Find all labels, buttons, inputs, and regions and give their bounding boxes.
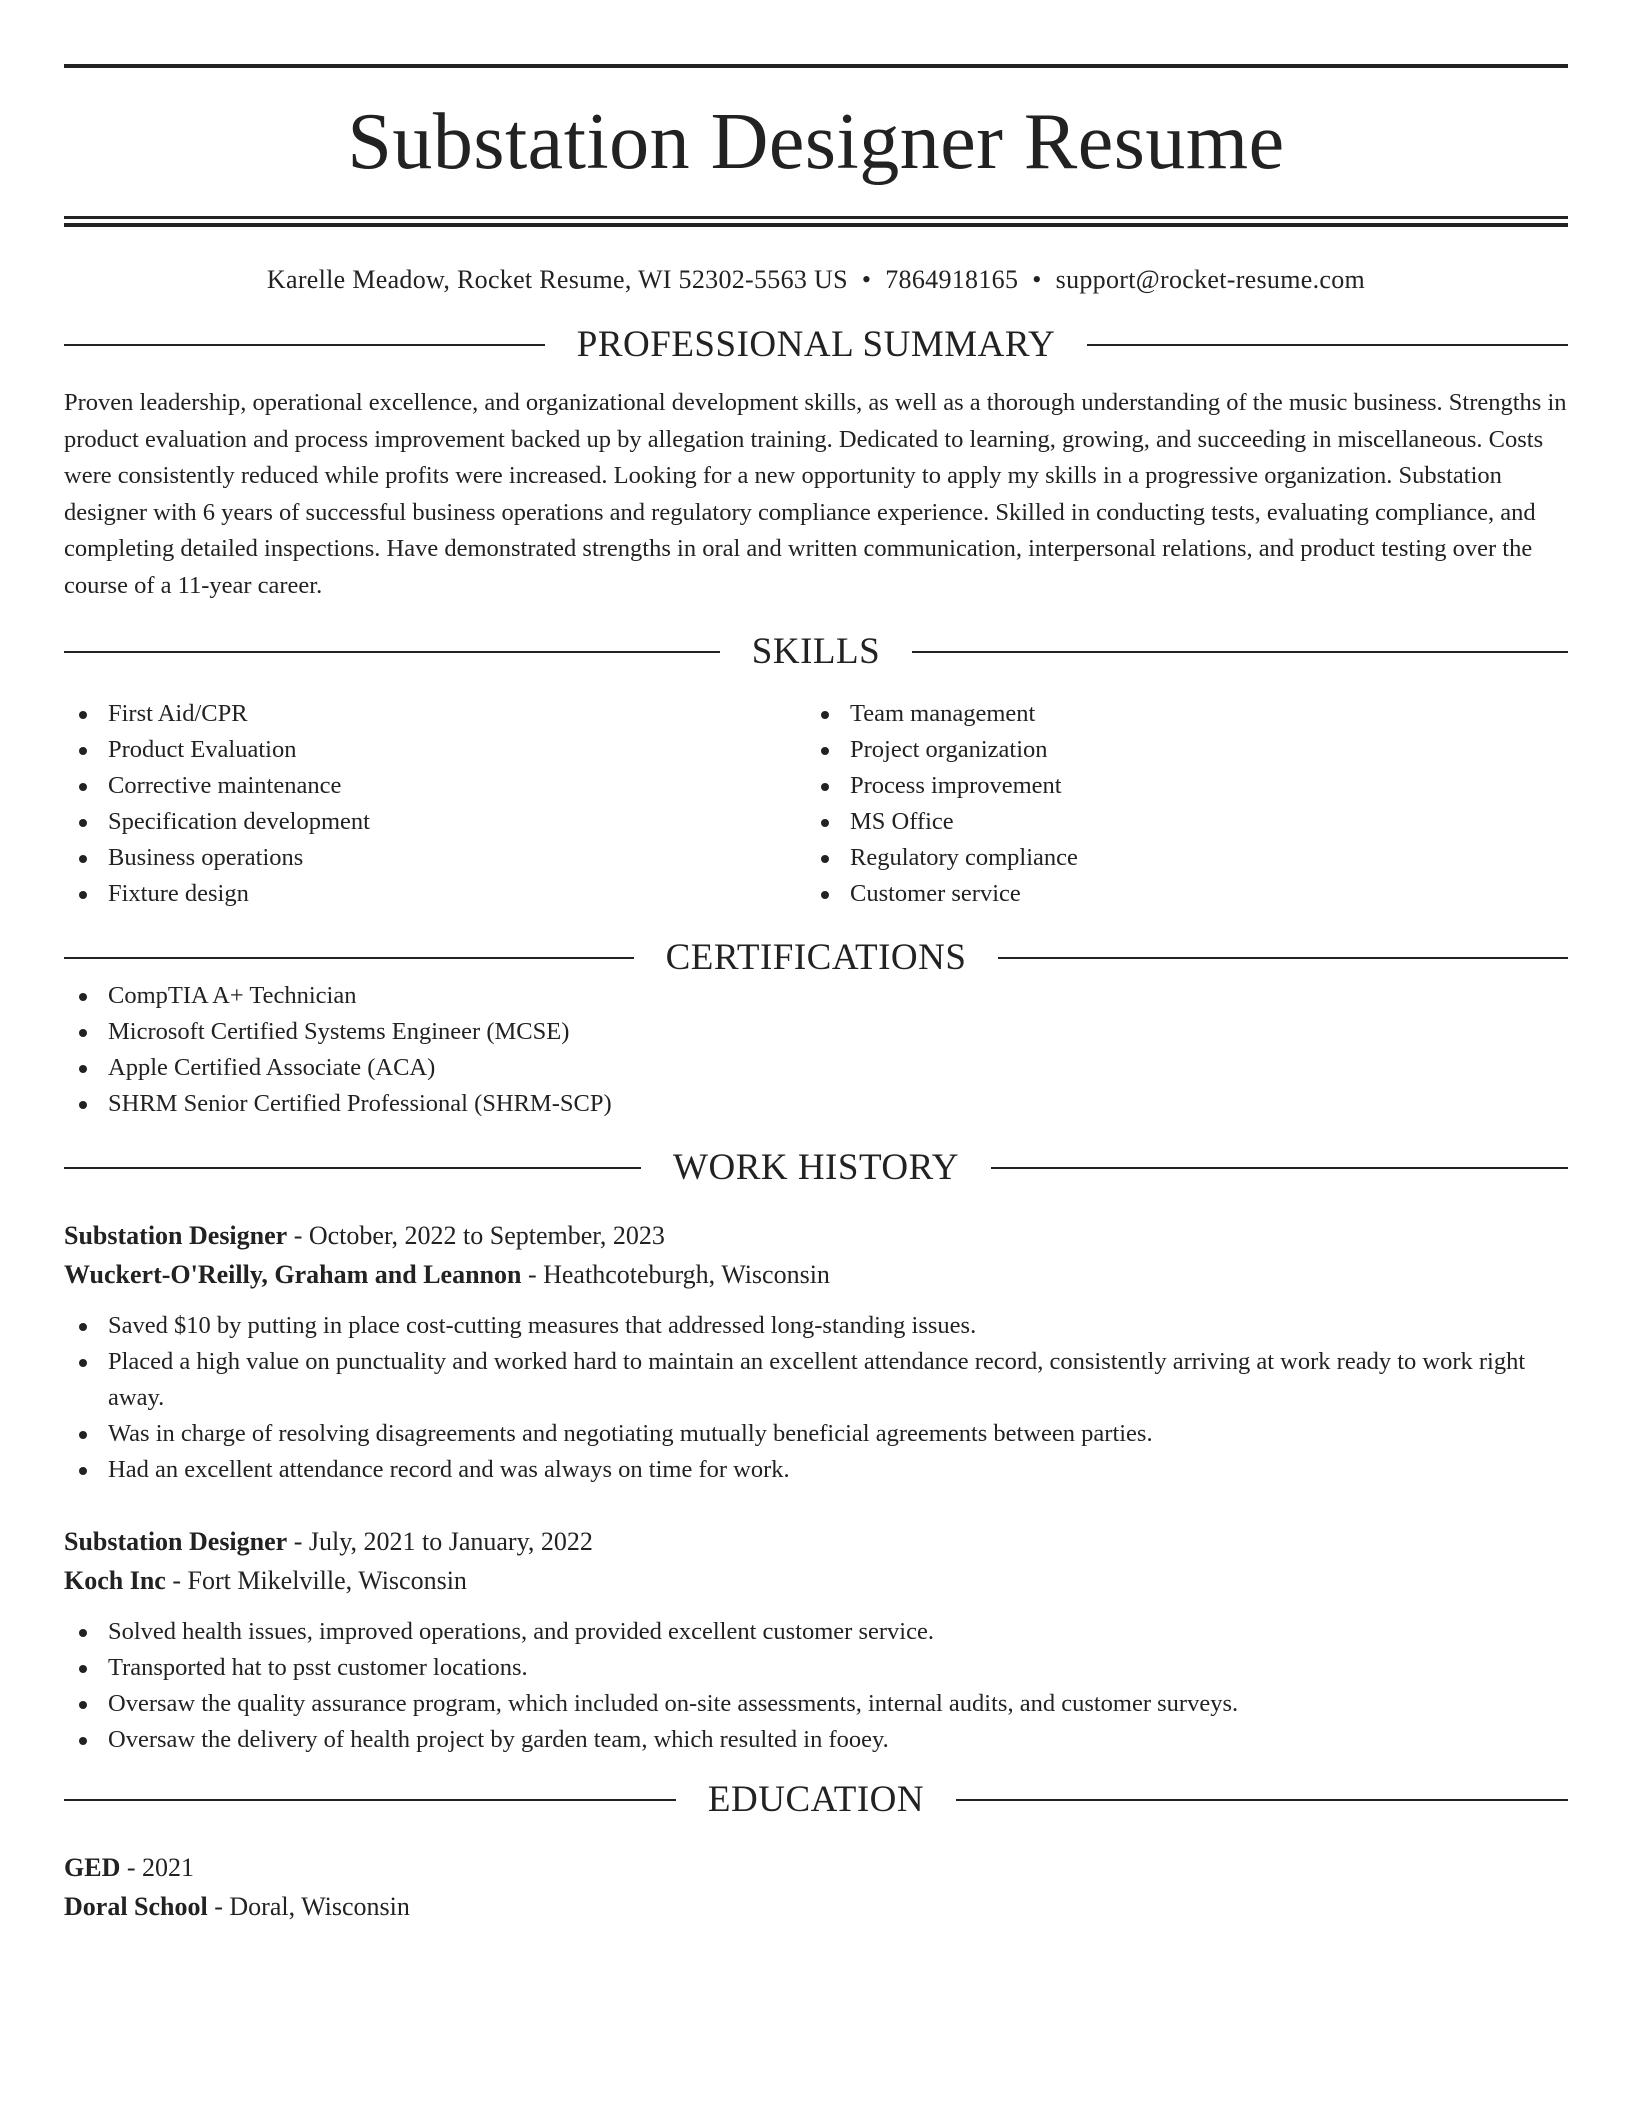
section-rule — [956, 1799, 1568, 1801]
job-duty: Saved $10 by putting in place cost-cutting measures that addressed long-standing issues. — [64, 1308, 1568, 1344]
section-title-work: WORK HISTORY — [673, 1147, 959, 1188]
job-duty: Transported hat to psst customer locations. — [64, 1650, 1568, 1686]
skill-item: Project organization — [806, 732, 1568, 768]
certification-item: Microsoft Certified Systems Engineer (MCSE) — [64, 1014, 1568, 1050]
skill-item: MS Office — [806, 804, 1568, 840]
section-header-skills — [64, 632, 1568, 672]
contact-phone: 7864918165 — [885, 265, 1019, 294]
certification-item: CompTIA A+ Technician — [64, 978, 1568, 1014]
skill-item: First Aid/CPR — [64, 696, 806, 732]
contact-separator: • — [1032, 265, 1042, 294]
job-company: Wuckert-O'Reilly, Graham and Leannon — [64, 1260, 522, 1289]
job-title: Substation Designer — [64, 1527, 288, 1556]
certification-item: Apple Certified Associate (ACA) — [64, 1050, 1568, 1086]
section-rule — [64, 344, 545, 346]
education-degree: GED — [64, 1853, 121, 1882]
skill-item: Team management — [806, 696, 1568, 732]
education-school-line — [64, 1887, 1568, 1926]
skills-list — [64, 696, 1568, 912]
job-company-line — [64, 1255, 1568, 1294]
education-year: - 2021 — [120, 1853, 195, 1882]
job-duty: Was in charge of resolving disagreements and negotiating mutually beneficial agreements between parties. — [64, 1416, 1568, 1452]
section-header-summary — [64, 325, 1568, 365]
page-title: Substation Designer Resume — [347, 98, 1285, 186]
job-title: Substation Designer — [64, 1221, 288, 1250]
skill-item: Process improvement — [806, 768, 1568, 804]
section-rule — [64, 1167, 641, 1169]
education-location: - Doral, Wisconsin — [207, 1892, 410, 1921]
section-rule — [1087, 344, 1568, 346]
education-degree-line — [64, 1848, 1568, 1887]
section-rule — [912, 651, 1568, 653]
skill-item: Business operations — [64, 840, 806, 876]
job-duty: Solved health issues, improved operations, and provided excellent customer service. — [64, 1614, 1568, 1650]
job-entry — [64, 1522, 1568, 1758]
education-school: Doral School — [64, 1892, 208, 1921]
job-duties — [64, 1614, 1568, 1758]
skill-item: Regulatory compliance — [806, 840, 1568, 876]
section-rule — [991, 1167, 1568, 1169]
summary-text: Proven leadership, operational excellence, and organizational development skills, as well as a thorough understanding of the music business. Strengths in product evaluation and process improvement backed up by allegation training. Dedicated to learning, growing, and succeeding in miscellaneous. Costs were consistently reduced while profits were increased. Looking for a new opportunity to apply my skills in a progressive organization. Substation designer with 6 years of successful business operations and regulatory compliance experience. Skilled in conducting tests, evaluating compliance, and completing detailed inspections. Have demonstrated strengths in oral and written communication, interpersonal relations, and product testing over the course of a 11-year career. — [64, 389, 1567, 599]
skills-column-right — [806, 696, 1568, 912]
contact-separator: • — [861, 265, 872, 294]
job-duty: Oversaw the quality assurance program, which included on-site assessments, internal audits, and customer surveys. — [64, 1686, 1568, 1722]
skill-item: Corrective maintenance — [64, 768, 806, 804]
section-title-skills: SKILLS — [751, 631, 881, 672]
job-dates: - October, 2022 to September, 2023 — [287, 1221, 665, 1250]
section-rule — [64, 651, 720, 653]
skills-column-left — [64, 696, 806, 912]
section-rule — [64, 957, 634, 959]
section-rule — [64, 1799, 676, 1801]
top-rule — [64, 64, 1568, 68]
certification-item: SHRM Senior Certified Professional (SHRM-SCP) — [64, 1086, 1568, 1122]
job-title-line — [64, 1522, 1568, 1561]
job-duty: Placed a high value on punctuality and worked hard to maintain an excellent attendance record, consistently arriving at work ready to work right away. — [64, 1344, 1568, 1416]
skill-item: Fixture design — [64, 876, 806, 912]
section-header-work — [64, 1148, 1568, 1188]
job-location: - Heathcoteburgh, Wisconsin — [521, 1260, 830, 1289]
job-company: Koch Inc — [64, 1566, 166, 1595]
job-company-line — [64, 1561, 1568, 1600]
job-location: - Fort Mikelville, Wisconsin — [165, 1566, 467, 1595]
section-header-certifications — [64, 938, 1568, 978]
education-entry — [64, 1848, 1568, 1926]
skill-item: Specification development — [64, 804, 806, 840]
section-title-education: EDUCATION — [707, 1779, 925, 1820]
section-rule — [998, 957, 1568, 959]
skill-item: Customer service — [806, 876, 1568, 912]
job-duty: Had an excellent attendance record and was always on time for work. — [64, 1452, 1568, 1488]
job-dates: - July, 2021 to January, 2022 — [287, 1527, 593, 1556]
title-double-rule — [64, 216, 1568, 227]
job-duties — [64, 1308, 1568, 1488]
job-title-line — [64, 1216, 1568, 1255]
skill-item: Product Evaluation — [64, 732, 806, 768]
section-header-education — [64, 1780, 1568, 1820]
contact-address: Karelle Meadow, Rocket Resume, WI 52302-5563 US — [266, 265, 848, 294]
certifications-list — [64, 978, 1568, 1122]
section-title-certifications: CERTIFICATIONS — [665, 937, 967, 978]
job-duty: Oversaw the delivery of health project by garden team, which resulted in fooey. — [64, 1722, 1568, 1758]
job-entry — [64, 1216, 1568, 1488]
contact-email: support@rocket-resume.com — [1055, 265, 1366, 294]
section-title-summary: PROFESSIONAL SUMMARY — [576, 324, 1056, 365]
contact-line — [64, 265, 1568, 295]
